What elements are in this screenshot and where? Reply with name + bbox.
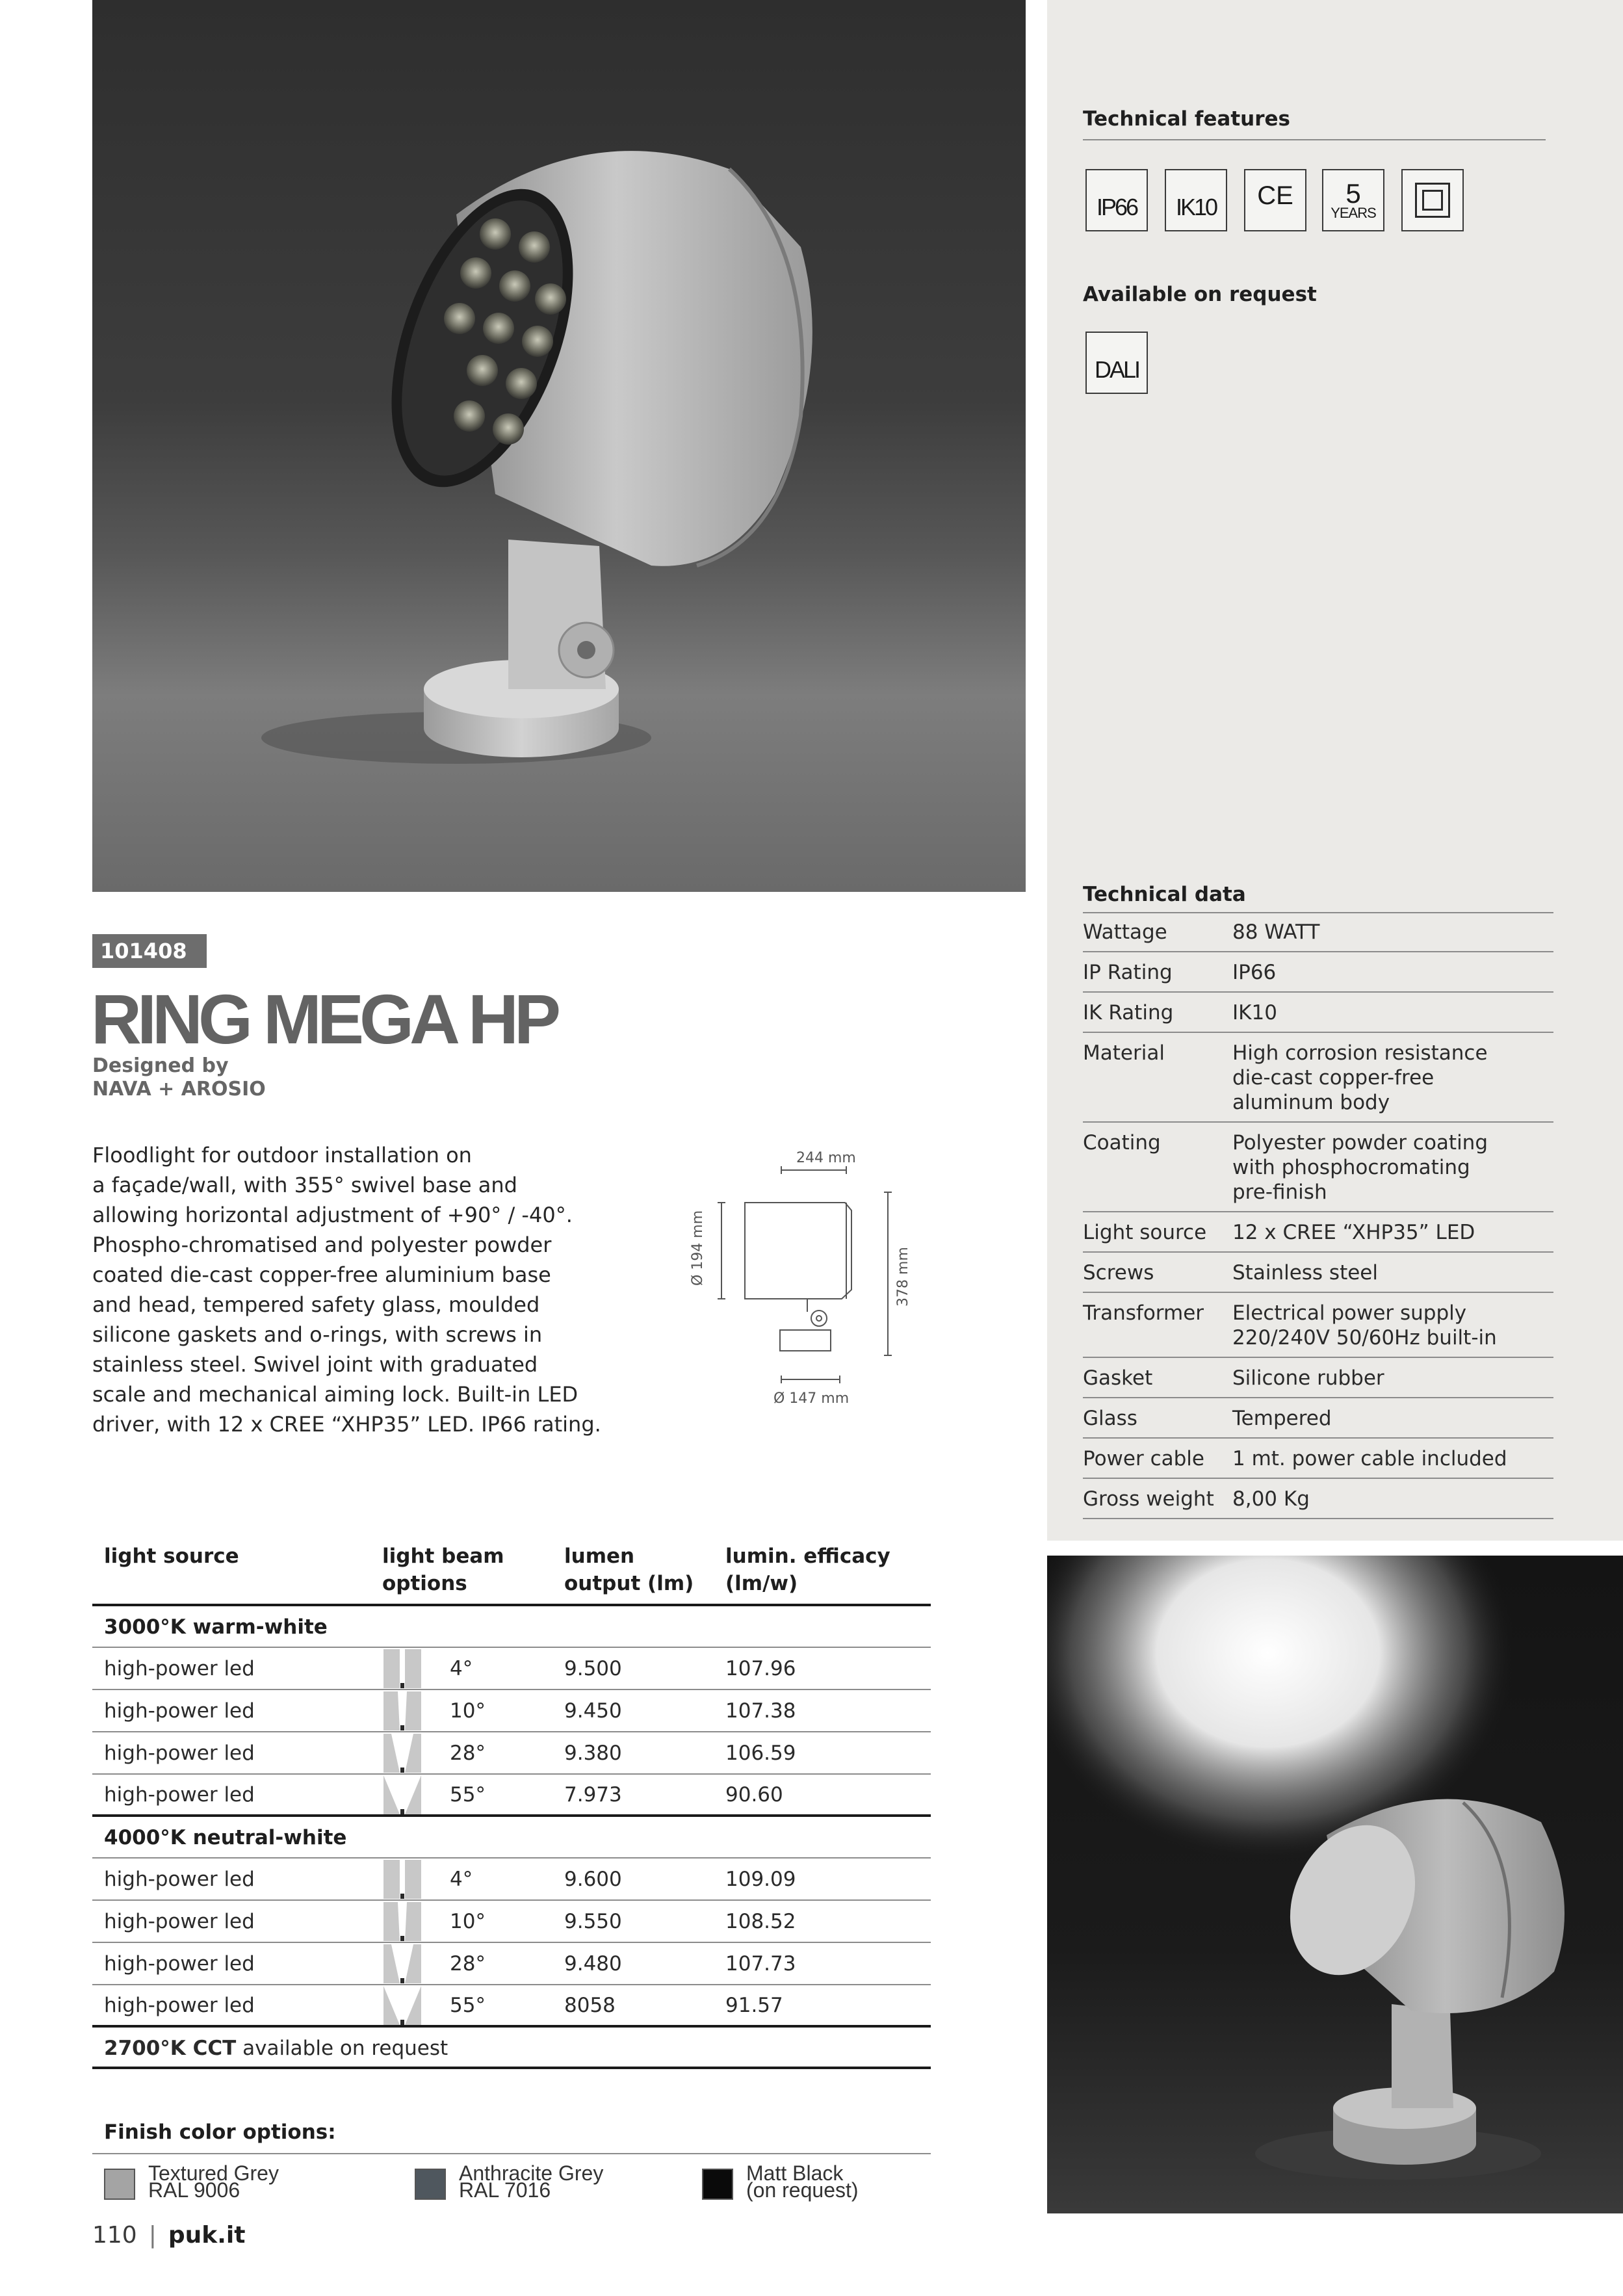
- dim-head-height-label: Ø 194 mm: [690, 1210, 706, 1286]
- dali-icon: DALI: [1085, 332, 1148, 394]
- table-row: high-power led 4° 9.500 107.96: [92, 1648, 931, 1690]
- table-header: light source light beam options lumen output (lm) lumin. efficacy (lm/w): [92, 1537, 931, 1606]
- finish-swatch-anthracite-grey: [415, 2169, 446, 2200]
- finish-label: Textured Grey RAL 9006: [148, 2161, 279, 2202]
- table-row: high-power led 10° 9.450 107.38: [92, 1690, 931, 1732]
- table-row: Light source 12 x CREE “XHP35” LED: [1083, 1212, 1553, 1253]
- technical-features-rule: [1083, 139, 1546, 140]
- table-row: high-power led 28° 9.380 106.59: [92, 1732, 931, 1775]
- finish-title: Finish color options:: [104, 2120, 336, 2144]
- table-row: Power cable 1 mt. power cable included: [1083, 1439, 1553, 1479]
- ce-mark-icon: CE: [1244, 169, 1306, 231]
- table-row: high-power led 55° 8058 91.57: [92, 1985, 931, 2028]
- beam-narrow-icon: [383, 1860, 421, 1899]
- designer-credit: Designed by NAVA + AROSIO: [92, 1054, 266, 1101]
- table-row: high-power led 28° 9.480 107.73: [92, 1943, 931, 1985]
- finish-swatch-textured-grey: [104, 2169, 135, 2200]
- finish-label: Anthracite Grey RAL 7016: [459, 2161, 604, 2202]
- beam-wide-icon: [383, 1986, 421, 2025]
- table-row: Transformer Electrical power supply 220/240V 50/60Hz built-in: [1083, 1293, 1553, 1358]
- beam-spot-icon: [383, 1902, 421, 1941]
- table-row: high-power led 10° 9.550 108.52: [92, 1901, 931, 1943]
- class-ii-insulation-icon: [1401, 169, 1464, 231]
- group-header: 4000°K neutral-white: [92, 1817, 931, 1859]
- finish-swatch-matt-black: [702, 2169, 733, 2200]
- product-code: 101408: [92, 934, 207, 968]
- beam-medium-icon: [383, 1734, 421, 1773]
- beam-medium-icon: [383, 1944, 421, 1983]
- table-row: IP Rating IP66: [1083, 952, 1553, 993]
- dim-total-height-label: 378 mm: [895, 1247, 911, 1307]
- technical-data-table: [1083, 912, 1553, 1519]
- page-footer: 110 | puk.it: [92, 2222, 246, 2249]
- beam-wide-icon: [383, 1775, 421, 1814]
- table-row: high-power led 4° 9.600 109.09: [92, 1859, 931, 1901]
- group-header: 3000°K warm-white: [92, 1606, 931, 1648]
- website-link[interactable]: puk.it: [168, 2222, 246, 2249]
- product-description: Floodlight for outdoor installation on a façade/wall, with 355° swivel base and allowing horizontal adjustment of +90° / -40°. Phospho-chromatised and polyester powder coated die-cast copper-free aluminium base and head, tempered safety glass, moulded silicone gaskets and o-rings, with screws in stainless steel. Swivel joint with graduated scale and mechanical aiming lock. Built-in LED driver, with 12 x CREE “XHP35” LED. IP66 rating.: [92, 1143, 601, 1437]
- light-source-table: [92, 1537, 931, 2069]
- product-photo-secondary: [1047, 1556, 1623, 2213]
- table-row: IK Rating IK10: [1083, 993, 1553, 1033]
- dim-width-label: 244 mm: [796, 1150, 856, 1166]
- table-row: high-power led 55° 7.973 90.60: [92, 1775, 931, 1817]
- dim-base-label: Ø 147 mm: [773, 1390, 850, 1407]
- available-on-request-title: Available on request: [1083, 283, 1317, 306]
- ip66-icon: IP66: [1085, 169, 1148, 231]
- table-row: Material High corrosion resistance die-cast copper-free aluminum body: [1083, 1033, 1553, 1123]
- product-photo: [92, 0, 1026, 892]
- table-row: Gasket Silicone rubber: [1083, 1358, 1553, 1398]
- finish-label: Matt Black (on request): [746, 2161, 859, 2202]
- table-row: Gross weight 8,00 Kg: [1083, 1479, 1553, 1519]
- beam-spot-icon: [383, 1691, 421, 1730]
- dimension-drawing: [676, 1144, 936, 1417]
- table-row: Screws Stainless steel: [1083, 1253, 1553, 1293]
- ik10-icon: IK10: [1165, 169, 1227, 231]
- finish-rule: [92, 2153, 931, 2154]
- product-title: RING MEGA HP: [91, 980, 557, 1058]
- technical-data-title: Technical data: [1083, 883, 1246, 906]
- table-row: Wattage 88 WATT: [1083, 912, 1553, 952]
- page-number: 110: [92, 2222, 137, 2249]
- table-row: Coating Polyester powder coating with phosphocromating pre-finish: [1083, 1123, 1553, 1212]
- table-row: Glass Tempered: [1083, 1398, 1553, 1439]
- table-footnote: 2700°K CCT available on request: [92, 2028, 931, 2069]
- warranty-5-years-icon: 5 YEARS: [1322, 169, 1384, 231]
- beam-narrow-icon: [383, 1649, 421, 1688]
- technical-features-title: Technical features: [1083, 107, 1290, 131]
